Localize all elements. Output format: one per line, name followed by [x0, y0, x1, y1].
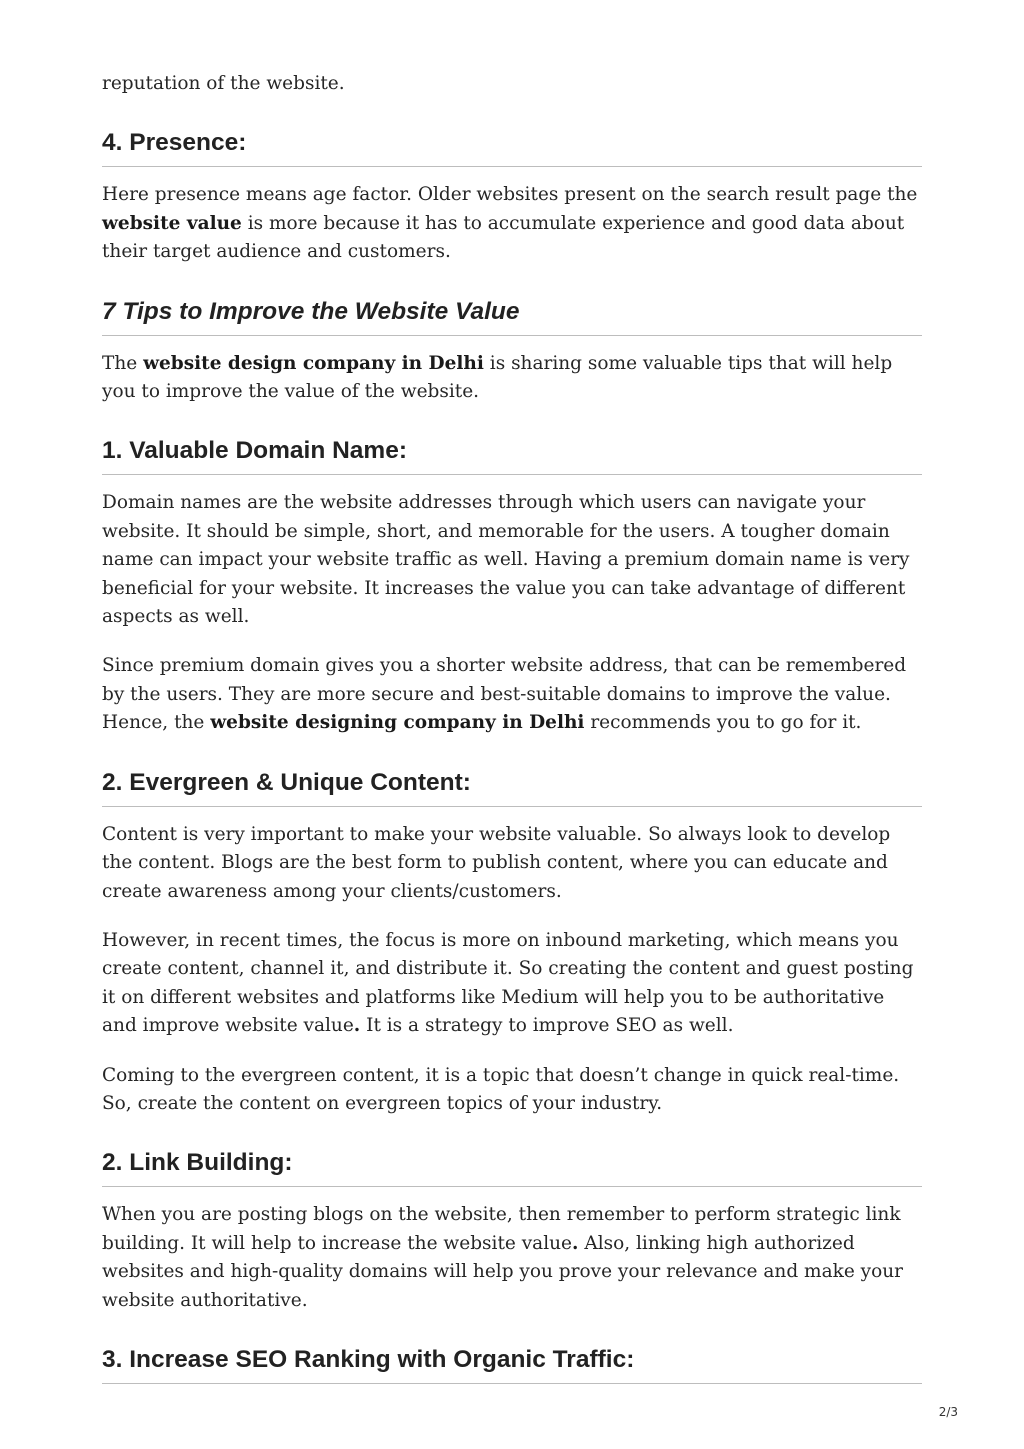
heading-content: 2. Evergreen & Unique Content: — [102, 768, 922, 807]
domain-paragraph-2: Since premium domain gives you a shorter website address, that can be remembered by the users. They are more secure and best-suitable domains to improve the value. Hence, the website designing company in Delhi recommends you to go for it. — [102, 655, 907, 734]
presence-paragraph: Here presence means age factor. Older websites present on the search result page the website value is more because it has to accumulate experience and good data about their target audience and customers. — [102, 184, 918, 263]
intro-tail-paragraph: reputation of the website. — [102, 73, 345, 94]
document-page — [102, 70, 922, 1384]
bold-keyword: website designing company in Delhi — [210, 712, 585, 734]
heading-presence: 4. Presence: — [102, 128, 922, 167]
content-paragraph-2: However, in recent times, the focus is more on inbound marketing, which means you create content, channel it, and distribute it. So creating the content and guest posting it on different websites and platforms like Medium will help you to be authoritative and improve website value. It is a strategy to improve SEO as well. — [102, 929, 914, 1037]
bold-keyword: website design company in Delhi — [143, 352, 484, 374]
page-number: 2/3 — [938, 1405, 958, 1419]
domain-paragraph-1: Domain names are the website addresses through which users can navigate your website. It should be simple, short, and memorable for the users. A tougher domain name can impact your website traffic as well. Having a premium domain name is very beneficial for your website. It increases the value you can take advantage of different aspects as well. — [102, 492, 910, 628]
bold-keyword: website value — [102, 212, 242, 234]
heading-domain: 1. Valuable Domain Name: — [102, 436, 922, 475]
tips-paragraph: The website design company in Delhi is sharing some valuable tips that will help you to improve the value of the website. — [102, 352, 893, 403]
content-paragraph-3: Coming to the evergreen content, it is a topic that doesn’t change in quick real-time. So, create the content on evergreen topics of your industry. — [102, 1064, 900, 1114]
content-paragraph-1: Content is very important to make your website valuable. So always look to develop the content. Blogs are the best form to publish content, where you can educate and create awareness among your clients/customers. — [102, 823, 891, 902]
heading-tips: 7 Tips to Improve the Website Value — [102, 297, 922, 336]
heading-link-building: 2. Link Building: — [102, 1148, 922, 1187]
link-building-paragraph: When you are posting blogs on the website, then remember to perform strategic link building. It will help to increase the website value. Also, linking high authorized websites and high-quality domains will help you prove your relevance and make your website authoritative. — [102, 1204, 904, 1311]
heading-seo: 3. Increase SEO Ranking with Organic Traffic: — [102, 1345, 922, 1384]
